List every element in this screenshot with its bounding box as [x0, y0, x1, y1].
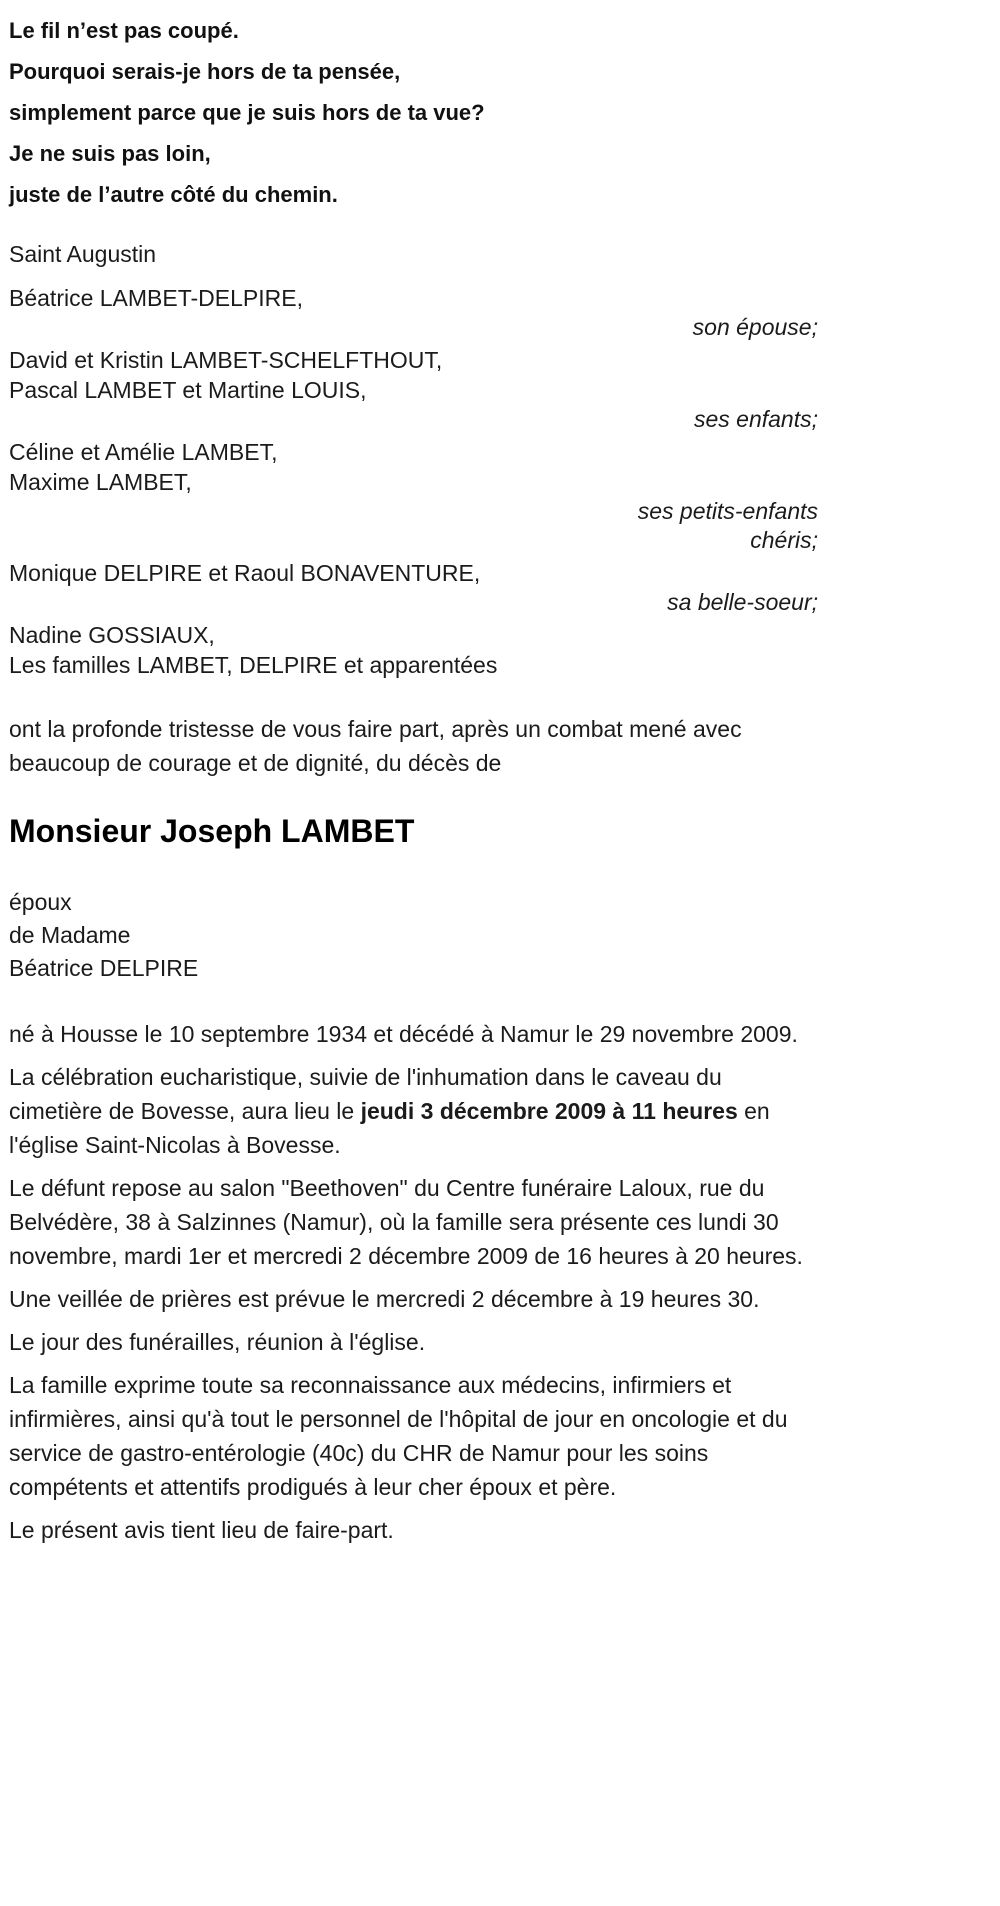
family-member-name: Nadine GOSSIAUX, [9, 622, 215, 648]
family-group [9, 558, 818, 617]
poem-attribution: Saint Augustin [9, 241, 157, 267]
family-member-name: Céline et Amélie LAMBET, [9, 439, 278, 465]
poem-line: Le fil n’est pas coupé. [9, 18, 239, 43]
repose-paragraph: Le défunt repose au salon "Beethoven" du Centre funéraire Laloux, rue du Belvédère, 38 à Salzinnes (Namur), où la famille sera présente ces lundi 30 novembre, mardi 1er et mercredi 2 décembre 2009 de 16 heures à 20 heures. [9, 1175, 803, 1269]
funeral-day-paragraph: Le jour des funérailles, réunion à l'église. [9, 1329, 426, 1355]
family-member-name: David et Kristin LAMBET-SCHELFTHOUT, [9, 347, 443, 373]
poem-line: Pourquoi serais-je hors de ta pensée, [9, 59, 401, 84]
family-group [9, 283, 818, 342]
poem-line: juste de l’autre côté du chemin. [9, 182, 338, 207]
family-member-name: Pascal LAMBET et Martine LOUIS, [9, 377, 367, 403]
family-relation: ses enfants; [693, 406, 818, 432]
poem-line: simplement parce que je suis hors de ta vue? [9, 100, 485, 125]
spouse-line: époux [9, 889, 72, 915]
family-member-name: Maxime LAMBET, [9, 469, 192, 495]
intro-paragraph: ont la profonde tristesse de vous faire part, après un combat mené avec beaucoup de courage et de dignité, du décès de [9, 716, 742, 776]
spouse-line: Béatrice DELPIRE [9, 955, 199, 981]
spouse-block [9, 886, 818, 985]
ceremony-text-before: La célébration eucharistique, suivie de l'inhumation dans le caveau du cimetière de Bovesse, aura lieu le [9, 1064, 722, 1124]
family-member-name: Monique DELPIRE et Raoul BONAVENTURE, [9, 560, 481, 586]
thanks-paragraph: La famille exprime toute sa reconnaissance aux médecins, infirmiers et infirmières, ainsi qu'à tout le personnel de l'hôpital de jour en oncologie et du service de gastro-entérologie (40c) du CHR de Namur pour les soins compétents et attentifs prodigués à leur cher époux et père. [9, 1372, 788, 1500]
family-relation: son épouse; [692, 314, 818, 340]
family-group [9, 620, 818, 680]
family-list [9, 283, 818, 680]
family-relation: sa belle-soeur; [667, 589, 818, 615]
family-member-name: Béatrice LAMBET-DELPIRE, [9, 285, 303, 311]
family-member-name: Les familles LAMBET, DELPIRE et apparentées [9, 652, 498, 678]
deceased-name-heading: Monsieur Joseph LAMBET [9, 813, 415, 849]
family-group [9, 345, 818, 434]
spouse-line: de Madame [9, 922, 131, 948]
ceremony-date-bold: jeudi 3 décembre 2009 à 11 heures [360, 1098, 738, 1124]
ceremony-paragraph [9, 1060, 818, 1162]
family-group [9, 437, 818, 555]
birth-death-paragraph: né à Housse le 10 septembre 1934 et décédé à Namur le 29 novembre 2009. [9, 1021, 798, 1047]
vigil-paragraph: Une veillée de prières est prévue le mercredi 2 décembre à 19 heures 30. [9, 1286, 760, 1312]
funeral-details [9, 1017, 818, 1547]
notice-paragraph: Le présent avis tient lieu de faire-part. [9, 1517, 394, 1543]
ceremony-text-after: en l'église Saint-Nicolas à Bovesse. [9, 1098, 770, 1158]
poem-line: Je ne suis pas loin, [9, 141, 211, 166]
poem [9, 10, 818, 215]
family-relation: ses petits-enfants chéris; [637, 498, 818, 553]
